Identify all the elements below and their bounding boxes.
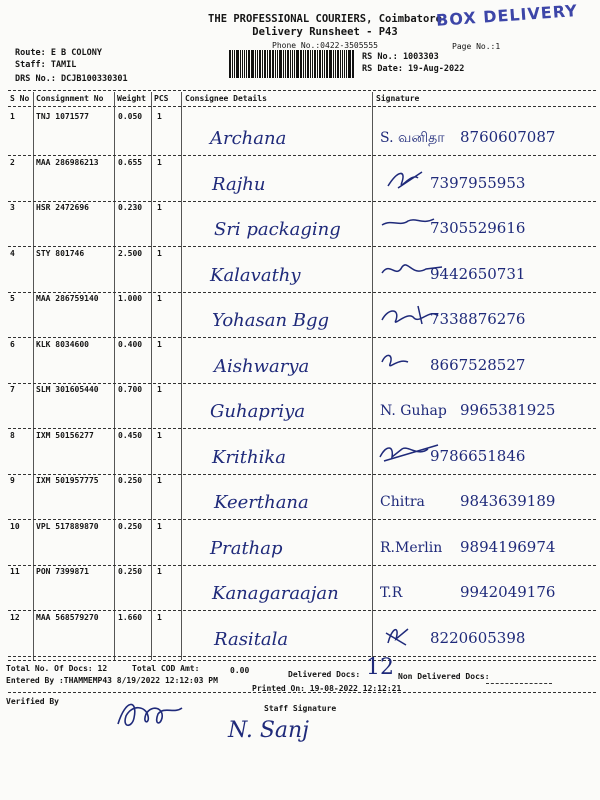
barcode-bar xyxy=(283,50,284,78)
row-separator xyxy=(8,246,596,247)
barcode-bar xyxy=(326,50,328,78)
row-consignment-no: MAA 286986213 xyxy=(36,157,99,167)
row-separator xyxy=(8,656,596,657)
rs-date: RS Date: 19-Aug-2022 xyxy=(362,64,465,74)
barcode-bar xyxy=(307,50,309,78)
row-consignee-name: Kanagaraajan xyxy=(212,583,339,604)
row-consignee-name: Keerthana xyxy=(214,492,309,513)
col-sno: S No xyxy=(10,94,30,103)
non-delivered-label: Non Delivered Docs: xyxy=(398,672,490,681)
barcode-bar xyxy=(335,50,336,78)
row-consignment-no: VPL 517889870 xyxy=(36,521,99,531)
verified-signature xyxy=(112,694,192,734)
row-signature-phone: 8220605398 xyxy=(430,628,526,647)
row-consignee-name: Sri packaging xyxy=(214,219,341,240)
row-weight: 0.050 xyxy=(118,112,143,121)
table-top-rule xyxy=(8,90,596,91)
barcode-bar xyxy=(236,50,239,78)
col-signature: Signature xyxy=(376,94,420,103)
barcode-bar xyxy=(342,50,344,78)
row-separator xyxy=(8,155,596,156)
barcode-bar xyxy=(264,50,267,78)
barcode-bar xyxy=(310,50,311,78)
row-separator xyxy=(8,201,596,202)
row-signature-scribble xyxy=(378,168,448,194)
col-pcs: PCS xyxy=(154,94,169,103)
row-signature-phone: 9786651846 xyxy=(430,446,526,465)
row-consignment-no: IXM 501957775 xyxy=(36,476,99,485)
barcode-bar xyxy=(287,50,289,78)
row-consignment-no: IXM 50156277 xyxy=(36,430,94,440)
barcode-bar xyxy=(248,50,250,78)
row-pcs: 1 xyxy=(157,476,162,485)
staff-signature-handwritten: N. Sanj xyxy=(228,718,310,743)
row-consignee-name: Archana xyxy=(210,128,287,149)
row-consignment-no: MAA 568579270 xyxy=(36,612,99,622)
phone-number: Phone No.:0422-3505555 xyxy=(272,41,378,50)
barcode-bar xyxy=(300,50,302,78)
total-docs: Total No. Of Docs: 12 xyxy=(6,664,108,673)
col-consignee: Consignee Details xyxy=(185,94,267,103)
row-weight: 1.000 xyxy=(118,294,143,303)
total-cod-value: 0.00 xyxy=(230,666,250,675)
row-sno: 4 xyxy=(10,248,15,258)
row-consignee-name: Guhapriya xyxy=(210,401,306,422)
barcode-bar xyxy=(262,50,263,78)
non-delivered-blank xyxy=(486,683,552,684)
barcode-bar xyxy=(267,50,268,78)
row-signature-phone: 8667528527 xyxy=(430,355,526,374)
row-signature-scribble xyxy=(378,304,448,330)
row-signature-phone: 7305529616 xyxy=(430,219,526,237)
barcode-bar xyxy=(272,50,274,78)
row-separator xyxy=(8,474,596,475)
staff: Staff: TAMIL xyxy=(15,60,77,70)
barcode-bar xyxy=(242,50,244,78)
barcode-bar xyxy=(317,50,318,78)
row-pcs: 1 xyxy=(157,385,162,394)
row-signature-name: R.Merlin xyxy=(380,539,443,556)
row-signature-phone: 7338876276 xyxy=(430,310,526,328)
row-consignee-name: Rasitala xyxy=(214,628,289,650)
row-weight: 0.400 xyxy=(118,339,143,349)
row-weight: 0.250 xyxy=(118,521,143,531)
row-sno: 2 xyxy=(10,157,15,167)
barcode-bar xyxy=(303,50,304,78)
delivered-label: Delivered Docs: xyxy=(288,670,361,679)
barcode-bar xyxy=(348,50,351,78)
col-weight: Weight xyxy=(117,94,146,103)
row-separator xyxy=(8,519,596,520)
barcode-bar xyxy=(244,50,245,78)
barcode-bar xyxy=(324,50,325,78)
barcode-bar xyxy=(279,50,282,78)
row-consignment-no: TNJ 1071577 xyxy=(36,112,89,121)
col-divider xyxy=(114,92,115,660)
col-divider xyxy=(181,92,182,660)
col-divider xyxy=(151,92,152,660)
row-sno: 7 xyxy=(10,385,15,394)
page-number: Page No.:1 xyxy=(452,42,501,51)
barcode-bar xyxy=(314,50,317,78)
row-signature-scribble xyxy=(378,259,448,285)
rs-number: RS No.: 1003303 xyxy=(362,52,439,62)
row-consignee-name: Krithika xyxy=(212,446,287,468)
row-consignment-no: STY 801746 xyxy=(36,248,85,258)
verified-by: Verified By xyxy=(6,697,59,706)
box-delivery-stamp: BOX DELIVERY xyxy=(435,1,579,30)
barcode-bar xyxy=(251,50,254,78)
row-weight: 0.700 xyxy=(118,385,143,394)
row-signature-phone: 9965381925 xyxy=(460,401,556,419)
company-title: THE PROFESSIONAL COURIERS, Coimbatore xyxy=(208,13,442,25)
row-separator xyxy=(8,337,596,338)
barcode xyxy=(229,50,355,78)
row-pcs: 1 xyxy=(157,339,162,349)
row-sno: 10 xyxy=(10,521,20,531)
row-signature-name: N. Guhap xyxy=(380,403,447,419)
row-sno: 1 xyxy=(10,112,15,121)
barcode-bar xyxy=(319,50,321,78)
barcode-bar xyxy=(246,50,247,78)
row-signature-phone: 7397955953 xyxy=(430,173,526,192)
barcode-bar xyxy=(229,50,231,78)
row-sno: 9 xyxy=(10,476,15,485)
row-pcs: 1 xyxy=(157,567,162,576)
row-consignee-name: Prathap xyxy=(210,537,283,559)
delivered-count-handwritten: 12 xyxy=(366,655,394,680)
row-pcs: 1 xyxy=(157,612,162,622)
row-consignment-no: KLK 8034600 xyxy=(36,339,89,349)
row-signature-name: T.R xyxy=(380,585,403,601)
row-consignment-no: HSR 2472696 xyxy=(36,203,89,212)
row-signature-phone: 9442650731 xyxy=(430,264,526,283)
row-weight: 0.250 xyxy=(118,476,143,485)
drs-number: DRS No.: DCJB100330301 xyxy=(15,74,128,84)
barcode-bar xyxy=(322,50,323,78)
barcode-bar xyxy=(329,50,332,78)
barcode-bar xyxy=(255,50,256,78)
row-sno: 5 xyxy=(10,294,15,303)
row-weight: 0.250 xyxy=(118,567,143,576)
row-pcs: 1 xyxy=(157,112,162,121)
row-weight: 2.500 xyxy=(118,248,143,258)
entered-by: Entered By :THAMMEMP43 8/19/2022 12:12:03 PM xyxy=(6,676,218,685)
barcode-bar xyxy=(333,50,334,78)
row-consignee-name: Aishwarya xyxy=(214,355,310,377)
row-separator xyxy=(8,565,596,566)
row-signature-phone: 9894196974 xyxy=(460,537,556,556)
barcode-bar xyxy=(285,50,286,78)
row-pcs: 1 xyxy=(157,294,162,303)
row-consignee-name: Rajhu xyxy=(212,173,266,195)
barcode-bar xyxy=(232,50,233,78)
barcode-bar xyxy=(269,50,271,78)
printed-on: Printed On: 19-08-2022 12:12:21 xyxy=(252,684,402,693)
row-signature-phone: 8760607087 xyxy=(460,128,556,146)
barcode-bar xyxy=(346,50,347,78)
col-divider xyxy=(372,92,373,660)
footer-rule xyxy=(8,660,596,661)
row-weight: 0.230 xyxy=(118,203,143,212)
row-separator xyxy=(8,292,596,293)
row-signature-phone: 9843639189 xyxy=(460,492,556,510)
row-sno: 8 xyxy=(10,430,15,440)
rs-block xyxy=(362,51,464,75)
row-signature-scribble xyxy=(378,441,448,467)
barcode-bar xyxy=(240,50,241,78)
row-weight: 1.660 xyxy=(118,612,143,622)
row-separator xyxy=(8,610,596,611)
barcode-bar xyxy=(275,50,276,78)
barcode-bar xyxy=(312,50,313,78)
route-block xyxy=(15,47,128,85)
barcode-bar xyxy=(259,50,261,78)
table-header-rule xyxy=(8,106,596,107)
barcode-bar xyxy=(294,50,295,78)
row-signature-scribble xyxy=(378,623,448,649)
row-sno: 11 xyxy=(10,567,20,576)
row-pcs: 1 xyxy=(157,203,162,212)
row-signature-scribble xyxy=(378,350,448,376)
row-signature-name: Chitra xyxy=(380,494,425,510)
barcode-bar xyxy=(290,50,291,78)
row-pcs: 1 xyxy=(157,521,162,531)
row-pcs: 1 xyxy=(157,157,162,167)
col-divider xyxy=(33,92,34,660)
row-separator xyxy=(8,428,596,429)
barcode-bar xyxy=(337,50,339,78)
row-consignment-no: PON 7399871 xyxy=(36,567,89,576)
row-consignee-name: Yohasan Bgg xyxy=(212,310,330,331)
barcode-bar xyxy=(344,50,345,78)
row-weight: 0.450 xyxy=(118,430,143,440)
row-consignee-name: Kalavathy xyxy=(210,264,301,286)
row-sno: 12 xyxy=(10,612,20,622)
barcode-bar xyxy=(296,50,299,78)
total-cod-label: Total COD Amt: xyxy=(132,664,200,673)
row-pcs: 1 xyxy=(157,248,162,258)
row-consignment-no: SLM 301605440 xyxy=(36,385,99,394)
barcode-bar xyxy=(292,50,294,78)
row-signature-name: S. வனிதா xyxy=(380,130,445,146)
col-consignment: Consignment No xyxy=(36,94,104,103)
row-signature-phone: 9942049176 xyxy=(460,583,556,601)
barcode-bar xyxy=(305,50,306,78)
barcode-bar xyxy=(257,50,258,78)
row-consignment-no: MAA 286759140 xyxy=(36,294,99,303)
row-signature-scribble xyxy=(378,213,448,239)
staff-signature-label: Staff Signature xyxy=(264,704,337,713)
row-sno: 6 xyxy=(10,339,15,349)
route: Route: E B COLONY xyxy=(15,48,102,58)
barcode-bar xyxy=(277,50,278,78)
barcode-bar xyxy=(352,50,354,78)
barcode-bar xyxy=(234,50,235,78)
row-weight: 0.655 xyxy=(118,157,143,167)
row-sno: 3 xyxy=(10,203,15,212)
runsheet-title: Delivery Runsheet - P43 xyxy=(252,26,398,38)
footer-bottom-rule xyxy=(8,692,596,693)
barcode-bar xyxy=(340,50,341,78)
row-separator xyxy=(8,383,596,384)
row-pcs: 1 xyxy=(157,430,162,440)
